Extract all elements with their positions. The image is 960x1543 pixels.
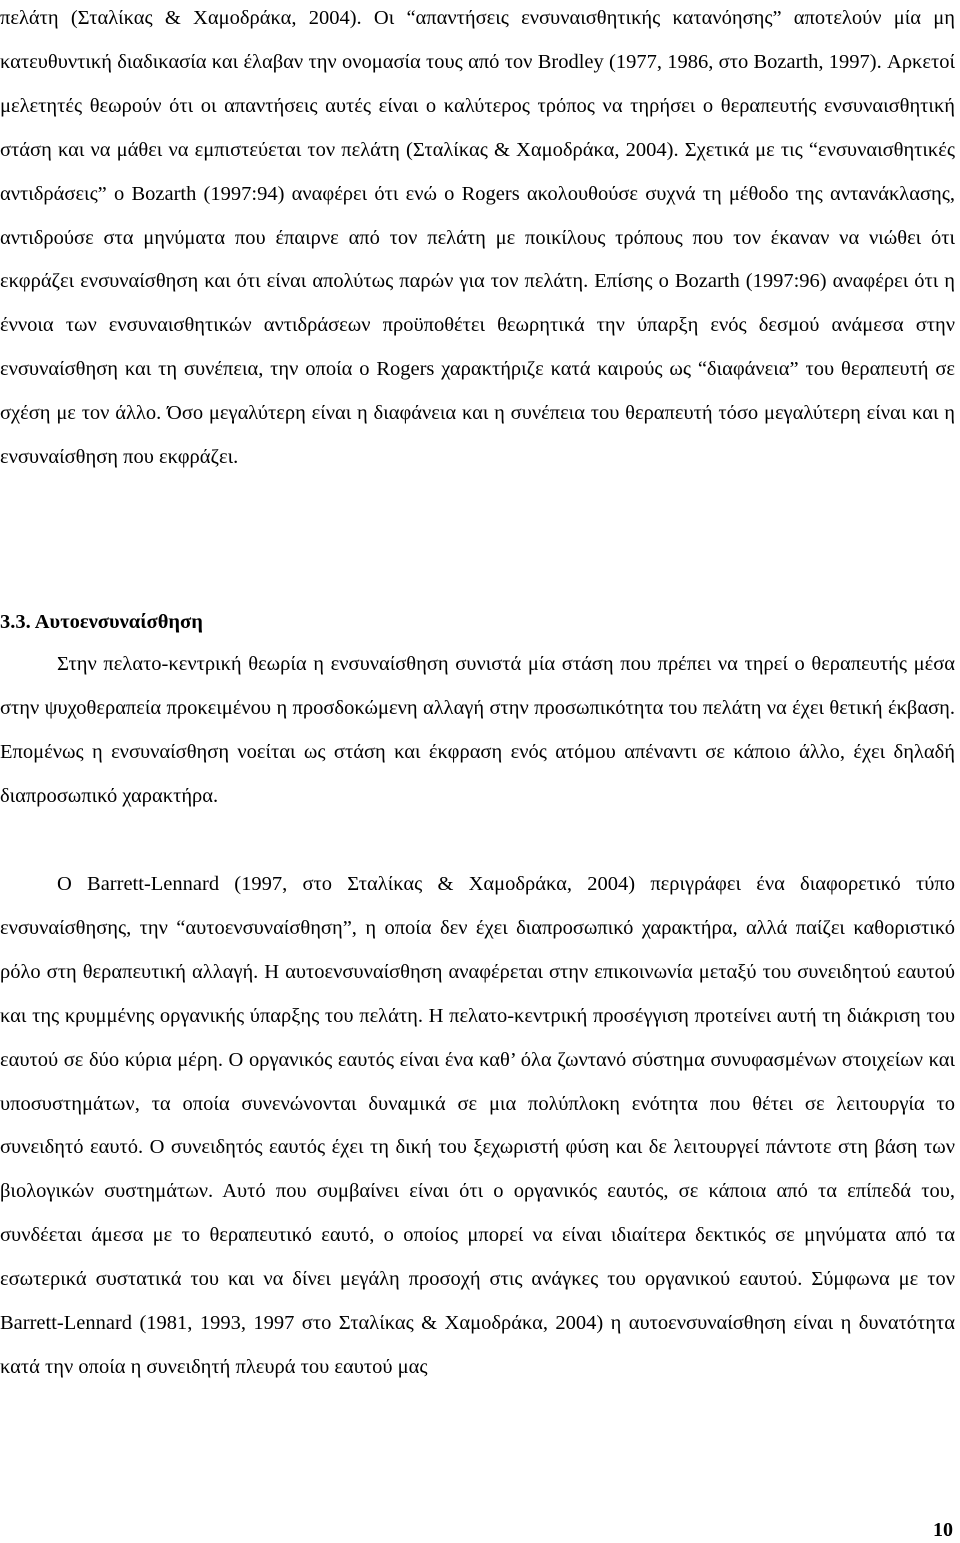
page-number: 10: [933, 1519, 953, 1541]
paragraph-1: πελάτη (Σταλίκας & Χαμοδράκα, 2004). Οι “απαντήσεις ενσυναισθητικής κατανόησης” αποτελούν μία μη κατευθυντική διαδικασία και έλαβαν την ονομασία τους από τον Brodley (1977, 1986, στο Bozarth, 1997). Αρκετοί μελετητές θεωρούν ότι οι απαντήσεις αυτές είναι ο καλύτερος τρόπος να τηρήσει ο θεραπευτής ενσυναισθητική στάση και να μάθει να εμπιστεύεται τον πελάτη (Σταλίκας & Χαμοδράκα, 2004). Σχετικά με τις “ενσυναισθητικές αντιδράσεις” ο Bozarth (1997:94) αναφέρει ότι ενώ ο Rogers ακολουθούσε συχνά τη μέθοδο της αντανάκλασης, αντιδρούσε στα μηνύματα που έπαιρνε από τον πελάτη με ποικίλους τρόπους που τον έκαναν να νιώθει ότι εκφράζει ενσυναίσθηση και ότι είναι απολύτως παρών για τον πελάτη. Επίσης ο Bozarth (1997:96) αναφέρει ότι η έννοια των ενσυναισθητικών αντιδράσεων προϋποθέτει θεωρητικά την ύπαρξη ενός δεσμού ανάμεσα στην ενσυναίσθηση και τη συνέπεια, την οποία ο Rogers χαρακτήριζε κατά καιρούς ως “διαφάνεια” του θεραπευτή σε σχέση με τον άλλο. Όσο μεγαλύτερη είναι η διαφάνεια και η συνέπεια του θεραπευτή τόσο μεγαλύτερη είναι και η ενσυναίσθηση που εκφράζει.: [0, 7, 955, 469]
paragraph-2: Στην πελατο-κεντρική θεωρία η ενσυναίσθηση συνιστά μία στάση που πρέπει να τηρεί ο θεραπευτής μέσα στην ψυχοθεραπεία προκειμένου η προσδοκώμενη αλλαγή στην προσωπικότητα του πελάτη να έχει θετική έκβαση. Επομένως η ενσυναίσθηση νοείται ως στάση και έκφραση ενός ατόμου απέναντι σε κάποιο άλλο, έχει δηλαδή διαπροσωπικό χαρακτήρα.: [0, 653, 955, 807]
section-heading: 3.3. Αυτοενσυναίσθηση: [0, 611, 203, 633]
paragraph-3: Ο Barrett-Lennard (1997, στο Σταλίκας & Χαμοδράκα, 2004) περιγράφει ένα διαφορετικό τύπο ενσυναίσθησης, την “αυτοενσυναίσθηση”, η οποία δεν έχει διαπροσωπικό χαρακτήρα, αλλά παίζει καθοριστικό ρόλο στη θεραπευτική αλλαγή. Η αυτοενσυναίσθηση αναφέρεται στην επικοινωνία μεταξύ του συνειδητού εαυτού και της κρυμμένης οργανικής ύπαρξης του πελάτη. Η πελατο-κεντρική προσέγγιση προτείνει αυτή τη διάκριση του εαυτού σε δύο κύρια μέρη. Ο οργανικός εαυτός είναι ένα καθ’ όλα ζωντανό σύστημα συνυφασμένων στοιχείων και υποσυστημάτων, τα οποία συνενώνονται δυναμικά σε μια πολύπλοκη ενότητα που θέτει σε λειτουργία το συνειδητό εαυτό. Ο συνειδητός εαυτός έχει τη δική του ξεχωριστή φύση και δε λειτουργεί πάντοτε στη βάση των βιολογικών συστημάτων. Αυτό που συμβαίνει είναι ότι ο οργανικός εαυτός, σε κάποια από τα επίπεδά του, συνδέεται άμεσα με το θεραπευτικό εαυτό, ο οποίος μπορεί να είναι ιδιαίτερα δεκτικός σε μηνύματα από τα εσωτερικά συστατικά του και να δίνει μεγάλη προσοχή στις ανάγκες του οργανικού εαυτού. Σύμφωνα με τον Barrett-Lennard (1981, 1993, 1997 στο Σταλίκας & Χαμοδράκα, 2004) η αυτοενσυναίσθηση είναι η δυνατότητα κατά την οποία η συνειδητή πλευρά του εαυτού μας: [0, 873, 955, 1378]
